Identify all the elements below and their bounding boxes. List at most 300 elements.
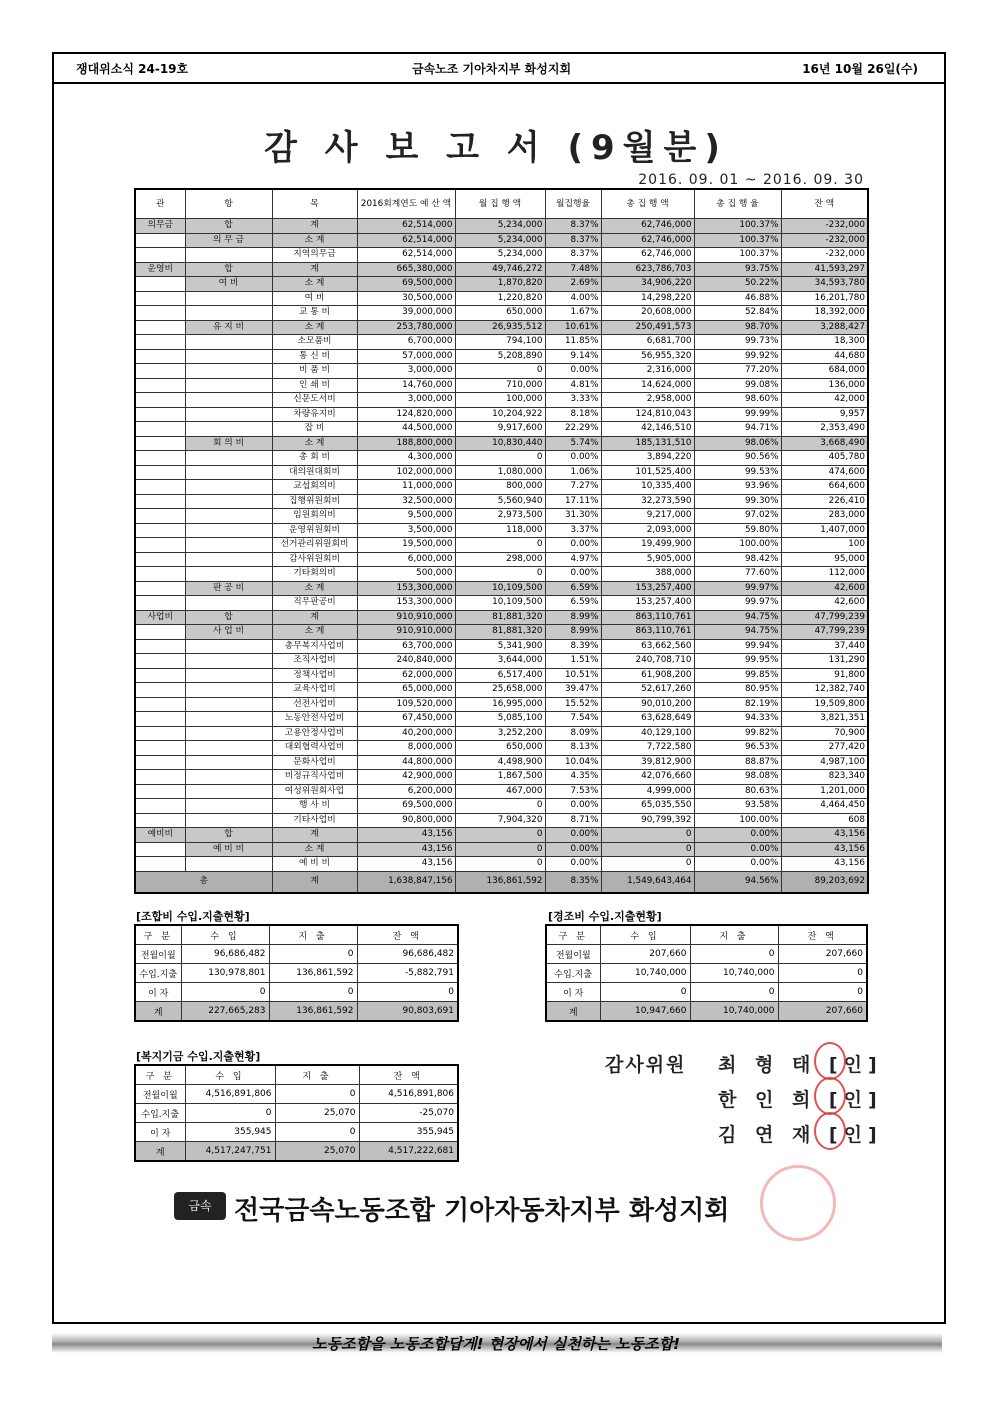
cell-mok: 선거관리위원회비 bbox=[272, 538, 357, 553]
cell-value: 90,803,691 bbox=[357, 1002, 458, 1022]
table-row bbox=[135, 784, 868, 799]
cell-value: 10,109,500 bbox=[455, 581, 545, 596]
cell-mok: 조직사업비 bbox=[272, 654, 357, 669]
cell-mok: 노동안전사업비 bbox=[272, 712, 357, 727]
cell-mok: 잡 비 bbox=[272, 422, 357, 437]
col-header: 월 집 행 액 bbox=[455, 189, 545, 219]
col-header: 수 입 bbox=[600, 925, 690, 945]
cell-mok: 여 비 bbox=[272, 291, 357, 306]
cell-kwan bbox=[135, 596, 185, 611]
cell-value: 34,906,220 bbox=[601, 277, 694, 292]
cell-kwan bbox=[135, 813, 185, 828]
cell-kwan bbox=[135, 755, 185, 770]
table-row bbox=[546, 945, 867, 964]
cell-mok: 소 계 bbox=[272, 320, 357, 335]
table-row bbox=[546, 964, 867, 983]
table-row bbox=[135, 828, 868, 843]
table-row bbox=[135, 509, 868, 524]
cell-value: 81,881,320 bbox=[455, 625, 545, 640]
cell-value: 39,812,900 bbox=[601, 755, 694, 770]
cell-value: 47,799,239 bbox=[781, 610, 868, 625]
cell-value: 3.37% bbox=[545, 523, 601, 538]
cell-hang bbox=[185, 567, 272, 582]
cell-value: 8.99% bbox=[545, 610, 601, 625]
cell-value: 19,499,900 bbox=[601, 538, 694, 553]
cell-value: 69,500,000 bbox=[357, 799, 455, 814]
cell-value: 94.75% bbox=[694, 625, 781, 640]
cell-value: 52,617,260 bbox=[601, 683, 694, 698]
cell-mok: 운영위원회비 bbox=[272, 523, 357, 538]
total-value: 89,203,692 bbox=[781, 871, 868, 893]
footer-slogan: 노동조합을 노동조합답게! 현장에서 실천하는 노동조합! bbox=[312, 1335, 680, 1353]
table-row bbox=[135, 683, 868, 698]
table-row bbox=[135, 422, 868, 437]
cell-value: 8.37% bbox=[545, 219, 601, 234]
cell-value: 40,129,100 bbox=[601, 726, 694, 741]
cell-kwan bbox=[135, 857, 185, 872]
table-row bbox=[135, 639, 868, 654]
cell-hang bbox=[185, 291, 272, 306]
cell-kwan bbox=[135, 567, 185, 582]
cell-hang bbox=[185, 509, 272, 524]
cell-value: 43,156 bbox=[781, 857, 868, 872]
table-row bbox=[135, 654, 868, 669]
cell-value: 93.75% bbox=[694, 262, 781, 277]
cell-value: 59.80% bbox=[694, 523, 781, 538]
cell-value: 17.11% bbox=[545, 494, 601, 509]
cell-value: 0 bbox=[269, 983, 357, 1002]
cell-value: 10,109,500 bbox=[455, 596, 545, 611]
cell-hang: 예 비 비 bbox=[185, 842, 272, 857]
cell-kwan: 의무금 bbox=[135, 219, 185, 234]
cell-kwan bbox=[135, 422, 185, 437]
cell-value: 0 bbox=[185, 1104, 275, 1123]
col-header: 구 분 bbox=[135, 1065, 185, 1085]
cell-value: 863,110,761 bbox=[601, 625, 694, 640]
table-row bbox=[135, 741, 868, 756]
cell-value: 100.00% bbox=[694, 813, 781, 828]
cell-value: 467,000 bbox=[455, 784, 545, 799]
cell-value: 43,156 bbox=[357, 857, 455, 872]
cell-mok: 지역의무금 bbox=[272, 248, 357, 263]
cell-value: 62,514,000 bbox=[357, 248, 455, 263]
cell-value: 81,881,320 bbox=[455, 610, 545, 625]
total-value: 94.56% bbox=[694, 871, 781, 893]
col-header: 월집행율 bbox=[545, 189, 601, 219]
cell-value: -232,000 bbox=[781, 248, 868, 263]
auditor-name-1: 최 형 태 [인] bbox=[718, 1054, 883, 1076]
cell-value: 0 bbox=[455, 451, 545, 466]
cell-value: 101,525,400 bbox=[601, 465, 694, 480]
cell-mok: 총 회 비 bbox=[272, 451, 357, 466]
cell-value: 10,204,922 bbox=[455, 407, 545, 422]
cell-value: 124,820,000 bbox=[357, 407, 455, 422]
row-label: 계 bbox=[135, 1142, 185, 1162]
cell-value: 188,800,000 bbox=[357, 436, 455, 451]
cell-value: 14,624,000 bbox=[601, 378, 694, 393]
table-row bbox=[135, 219, 868, 234]
cell-mok: 교 통 비 bbox=[272, 306, 357, 321]
cell-value: 2,958,000 bbox=[601, 393, 694, 408]
table-row bbox=[135, 813, 868, 828]
cell-value: 3,668,490 bbox=[781, 436, 868, 451]
table-row bbox=[135, 625, 868, 640]
cell-kwan bbox=[135, 320, 185, 335]
cell-hang bbox=[185, 668, 272, 683]
cell-value: 11.85% bbox=[545, 335, 601, 350]
cell-value: 500,000 bbox=[357, 567, 455, 582]
cell-value: 250,491,573 bbox=[601, 320, 694, 335]
newsletter-header bbox=[52, 52, 946, 84]
total-label: 총 bbox=[135, 871, 272, 893]
cell-value: 2.69% bbox=[545, 277, 601, 292]
cell-mok: 소 계 bbox=[272, 625, 357, 640]
cell-value: 42,076,660 bbox=[601, 770, 694, 785]
cell-value: 96,686,482 bbox=[181, 945, 269, 964]
cell-value: 8.39% bbox=[545, 639, 601, 654]
cell-mok: 차량유지비 bbox=[272, 407, 357, 422]
cell-kwan bbox=[135, 741, 185, 756]
cell-value: 93.96% bbox=[694, 480, 781, 495]
cell-hang bbox=[185, 799, 272, 814]
cell-value: 99.92% bbox=[694, 349, 781, 364]
cell-value: 22.29% bbox=[545, 422, 601, 437]
table-row bbox=[135, 842, 868, 857]
table-row bbox=[135, 291, 868, 306]
cell-value: 100 bbox=[781, 538, 868, 553]
col-header: 목 bbox=[272, 189, 357, 219]
cell-value: 153,257,400 bbox=[601, 581, 694, 596]
row-label: 수입.지출 bbox=[135, 1104, 185, 1123]
cell-mok: 기타회의비 bbox=[272, 567, 357, 582]
cell-hang bbox=[185, 813, 272, 828]
cell-value: 100,000 bbox=[455, 393, 545, 408]
col-header: 지 출 bbox=[275, 1065, 359, 1085]
cell-value: 94.33% bbox=[694, 712, 781, 727]
audit-period: 2016. 09. 01 ~ 2016. 09. 30 bbox=[638, 172, 864, 188]
official-seal bbox=[760, 1165, 836, 1241]
cell-value: 62,000,000 bbox=[357, 668, 455, 683]
cell-value: 6,000,000 bbox=[357, 552, 455, 567]
col-header: 관 bbox=[135, 189, 185, 219]
total-value: 1,549,643,464 bbox=[601, 871, 694, 893]
cell-value: 4,498,900 bbox=[455, 755, 545, 770]
cell-hang bbox=[185, 857, 272, 872]
cell-value: 82.19% bbox=[694, 697, 781, 712]
cell-value: 3.33% bbox=[545, 393, 601, 408]
cell-value: 63,700,000 bbox=[357, 639, 455, 654]
cell-value: 0.00% bbox=[545, 799, 601, 814]
cell-value: 16,995,000 bbox=[455, 697, 545, 712]
cell-hang bbox=[185, 364, 272, 379]
cell-value: 800,000 bbox=[455, 480, 545, 495]
table-row bbox=[135, 248, 868, 263]
cell-value: 99.97% bbox=[694, 596, 781, 611]
cell-value: 40,200,000 bbox=[357, 726, 455, 741]
union-fee-title: [조합비 수입.지출현황] bbox=[136, 910, 250, 923]
cell-value: 0 bbox=[601, 828, 694, 843]
cell-value: 8,000,000 bbox=[357, 741, 455, 756]
table-row bbox=[135, 349, 868, 364]
cell-value: 7,904,320 bbox=[455, 813, 545, 828]
cell-value: 664,600 bbox=[781, 480, 868, 495]
cell-hang: 사 업 비 bbox=[185, 625, 272, 640]
cell-value: 623,786,703 bbox=[601, 262, 694, 277]
cell-value: 5.74% bbox=[545, 436, 601, 451]
cell-value: 3,288,427 bbox=[781, 320, 868, 335]
cell-value: 30,500,000 bbox=[357, 291, 455, 306]
table-row bbox=[135, 277, 868, 292]
cell-mok: 신문도서비 bbox=[272, 393, 357, 408]
cell-mok: 교육사업비 bbox=[272, 683, 357, 698]
auditor-stamp-3 bbox=[814, 1112, 846, 1150]
cell-value: 99.94% bbox=[694, 639, 781, 654]
row-label: 이 자 bbox=[135, 983, 181, 1002]
cell-value: 7.48% bbox=[545, 262, 601, 277]
cell-value: 90,010,200 bbox=[601, 697, 694, 712]
cell-value: 100.37% bbox=[694, 219, 781, 234]
row-label: 전월이월 bbox=[135, 1085, 185, 1104]
cell-value: 0 bbox=[778, 983, 867, 1002]
cell-hang: 의 무 금 bbox=[185, 233, 272, 248]
col-header: 수 입 bbox=[181, 925, 269, 945]
col-header: 항 bbox=[185, 189, 272, 219]
cell-value: 9,500,000 bbox=[357, 509, 455, 524]
table-row bbox=[546, 1002, 867, 1022]
cell-value: 0 bbox=[601, 842, 694, 857]
cell-value: 25,070 bbox=[275, 1142, 359, 1162]
cell-value: 0.00% bbox=[545, 857, 601, 872]
row-label: 전월이월 bbox=[546, 945, 600, 964]
cell-value: 0 bbox=[269, 945, 357, 964]
cell-mok: 예 비 비 bbox=[272, 857, 357, 872]
table-row bbox=[135, 1085, 458, 1104]
issue-number: 쟁대위소식 24-19호 bbox=[76, 62, 189, 76]
cell-hang: 합 bbox=[185, 262, 272, 277]
cell-value: 39,000,000 bbox=[357, 306, 455, 321]
cell-value: 388,000 bbox=[601, 567, 694, 582]
cell-value: 4.35% bbox=[545, 770, 601, 785]
cell-value: 823,340 bbox=[781, 770, 868, 785]
cell-hang: 합 bbox=[185, 610, 272, 625]
table-row bbox=[135, 857, 868, 872]
cell-hang bbox=[185, 306, 272, 321]
cell-value: 0 bbox=[455, 828, 545, 843]
table-row bbox=[135, 335, 868, 350]
cell-value: 277,420 bbox=[781, 741, 868, 756]
cell-hang bbox=[185, 784, 272, 799]
cell-value: 7.54% bbox=[545, 712, 601, 727]
cell-value: 0 bbox=[455, 857, 545, 872]
total-value: 1,638,847,156 bbox=[357, 871, 455, 893]
cell-value: 0 bbox=[690, 983, 778, 1002]
cell-value: 99.08% bbox=[694, 378, 781, 393]
cell-kwan bbox=[135, 306, 185, 321]
cell-value: 7.53% bbox=[545, 784, 601, 799]
cell-hang bbox=[185, 552, 272, 567]
cell-value: 61,908,200 bbox=[601, 668, 694, 683]
cell-hang bbox=[185, 349, 272, 364]
cell-mok: 정책사업비 bbox=[272, 668, 357, 683]
cell-mok: 임원회의비 bbox=[272, 509, 357, 524]
cell-value: 39.47% bbox=[545, 683, 601, 698]
cell-value: 42,900,000 bbox=[357, 770, 455, 785]
cell-kwan bbox=[135, 712, 185, 727]
cell-value: 57,000,000 bbox=[357, 349, 455, 364]
cell-hang bbox=[185, 697, 272, 712]
cell-value: 2,093,000 bbox=[601, 523, 694, 538]
cell-value: -232,000 bbox=[781, 233, 868, 248]
cell-mok: 소 계 bbox=[272, 581, 357, 596]
cell-mok: 직무판공비 bbox=[272, 596, 357, 611]
cell-value: 100.37% bbox=[694, 248, 781, 263]
cell-value: 136,861,592 bbox=[269, 964, 357, 983]
cell-hang bbox=[185, 726, 272, 741]
cell-value: 3,252,200 bbox=[455, 726, 545, 741]
cell-value: 130,978,801 bbox=[181, 964, 269, 983]
cell-value: 8.18% bbox=[545, 407, 601, 422]
cell-value: 8.37% bbox=[545, 248, 601, 263]
cell-value: 4,516,891,806 bbox=[185, 1085, 275, 1104]
cell-kwan bbox=[135, 654, 185, 669]
cell-value: -5,882,791 bbox=[357, 964, 458, 983]
cell-value: 70,900 bbox=[781, 726, 868, 741]
cell-value: 52.84% bbox=[694, 306, 781, 321]
cell-kwan bbox=[135, 451, 185, 466]
row-label: 수입.지출 bbox=[135, 964, 181, 983]
cell-kwan bbox=[135, 552, 185, 567]
cell-value: 665,380,000 bbox=[357, 262, 455, 277]
cell-mok: 인 쇄 비 bbox=[272, 378, 357, 393]
cell-hang bbox=[185, 465, 272, 480]
cell-value: -25,070 bbox=[359, 1104, 458, 1123]
cell-value: 4,300,000 bbox=[357, 451, 455, 466]
cell-kwan bbox=[135, 436, 185, 451]
cell-value: 3,500,000 bbox=[357, 523, 455, 538]
table-row bbox=[135, 755, 868, 770]
cell-value: 0 bbox=[455, 364, 545, 379]
cell-hang: 합 bbox=[185, 219, 272, 234]
cell-kwan bbox=[135, 639, 185, 654]
cell-value: 0 bbox=[455, 799, 545, 814]
cell-value: 131,290 bbox=[781, 654, 868, 669]
auditor-name-3: 김 연 재 [인] bbox=[718, 1124, 883, 1146]
cell-value: 99.73% bbox=[694, 335, 781, 350]
cell-value: 10,740,000 bbox=[690, 1002, 778, 1022]
cell-value: 6.59% bbox=[545, 596, 601, 611]
cell-mok: 대의원대회비 bbox=[272, 465, 357, 480]
cell-value: 109,520,000 bbox=[357, 697, 455, 712]
table-header-row bbox=[546, 925, 867, 945]
cell-hang bbox=[185, 523, 272, 538]
cell-hang bbox=[185, 596, 272, 611]
cell-value: 4.97% bbox=[545, 552, 601, 567]
cell-hang bbox=[185, 741, 272, 756]
cell-hang bbox=[185, 248, 272, 263]
cell-value: 93.58% bbox=[694, 799, 781, 814]
cell-value: 32,500,000 bbox=[357, 494, 455, 509]
issue-date: 16년 10월 26일(수) bbox=[802, 62, 918, 76]
cell-kwan bbox=[135, 784, 185, 799]
cell-value: 96.53% bbox=[694, 741, 781, 756]
col-header: 구 분 bbox=[546, 925, 600, 945]
cell-value: 94.75% bbox=[694, 610, 781, 625]
grand-total-row bbox=[135, 871, 868, 893]
cell-value: 5,560,940 bbox=[455, 494, 545, 509]
cell-value: 10.04% bbox=[545, 755, 601, 770]
cell-kwan bbox=[135, 393, 185, 408]
cell-value: -232,000 bbox=[781, 219, 868, 234]
table-row bbox=[135, 983, 458, 1002]
cell-value: 1,220,820 bbox=[455, 291, 545, 306]
table-row bbox=[135, 1002, 458, 1022]
table-row bbox=[135, 726, 868, 741]
cell-value: 3,000,000 bbox=[357, 364, 455, 379]
table-row bbox=[135, 306, 868, 321]
cell-value: 62,746,000 bbox=[601, 248, 694, 263]
cell-value: 34,593,780 bbox=[781, 277, 868, 292]
cell-mok: 문화사업비 bbox=[272, 755, 357, 770]
table-header-row bbox=[135, 925, 458, 945]
cell-hang bbox=[185, 335, 272, 350]
cell-mok: 소모품비 bbox=[272, 335, 357, 350]
cell-value: 5,905,000 bbox=[601, 552, 694, 567]
cell-mok: 기타사업비 bbox=[272, 813, 357, 828]
cell-value: 10,947,660 bbox=[600, 1002, 690, 1022]
cell-value: 65,035,550 bbox=[601, 799, 694, 814]
cell-kwan bbox=[135, 335, 185, 350]
cell-value: 95,000 bbox=[781, 552, 868, 567]
cell-value: 0 bbox=[181, 983, 269, 1002]
cell-hang bbox=[185, 770, 272, 785]
row-label: 수입.지출 bbox=[546, 964, 600, 983]
cell-value: 185,131,510 bbox=[601, 436, 694, 451]
cell-value: 47,799,239 bbox=[781, 625, 868, 640]
table-row bbox=[135, 320, 868, 335]
cell-value: 650,000 bbox=[455, 741, 545, 756]
row-label: 계 bbox=[546, 1002, 600, 1022]
cell-value: 80.63% bbox=[694, 784, 781, 799]
cell-mok: 계 bbox=[272, 828, 357, 843]
cell-value: 9.14% bbox=[545, 349, 601, 364]
cell-value: 90,800,000 bbox=[357, 813, 455, 828]
cell-value: 10,740,000 bbox=[690, 964, 778, 983]
col-header: 잔 액 bbox=[778, 925, 867, 945]
table-row bbox=[135, 581, 868, 596]
table-row bbox=[135, 945, 458, 964]
cell-value: 63,628,649 bbox=[601, 712, 694, 727]
cell-kwan bbox=[135, 480, 185, 495]
cell-mok: 고용안정사업비 bbox=[272, 726, 357, 741]
cell-value: 4,999,000 bbox=[601, 784, 694, 799]
cell-kwan bbox=[135, 625, 185, 640]
cell-value: 65,000,000 bbox=[357, 683, 455, 698]
cell-value: 99.97% bbox=[694, 581, 781, 596]
cell-value: 42,146,510 bbox=[601, 422, 694, 437]
cell-value: 0 bbox=[600, 983, 690, 1002]
cell-value: 80.95% bbox=[694, 683, 781, 698]
cell-kwan bbox=[135, 697, 185, 712]
cell-value: 153,257,400 bbox=[601, 596, 694, 611]
cell-value: 98.42% bbox=[694, 552, 781, 567]
cell-mok: 계 bbox=[272, 219, 357, 234]
cell-value: 46.88% bbox=[694, 291, 781, 306]
cell-value: 32,273,590 bbox=[601, 494, 694, 509]
cell-kwan bbox=[135, 364, 185, 379]
cell-kwan bbox=[135, 799, 185, 814]
col-header: 잔 액 bbox=[357, 925, 458, 945]
cell-value: 18,392,000 bbox=[781, 306, 868, 321]
